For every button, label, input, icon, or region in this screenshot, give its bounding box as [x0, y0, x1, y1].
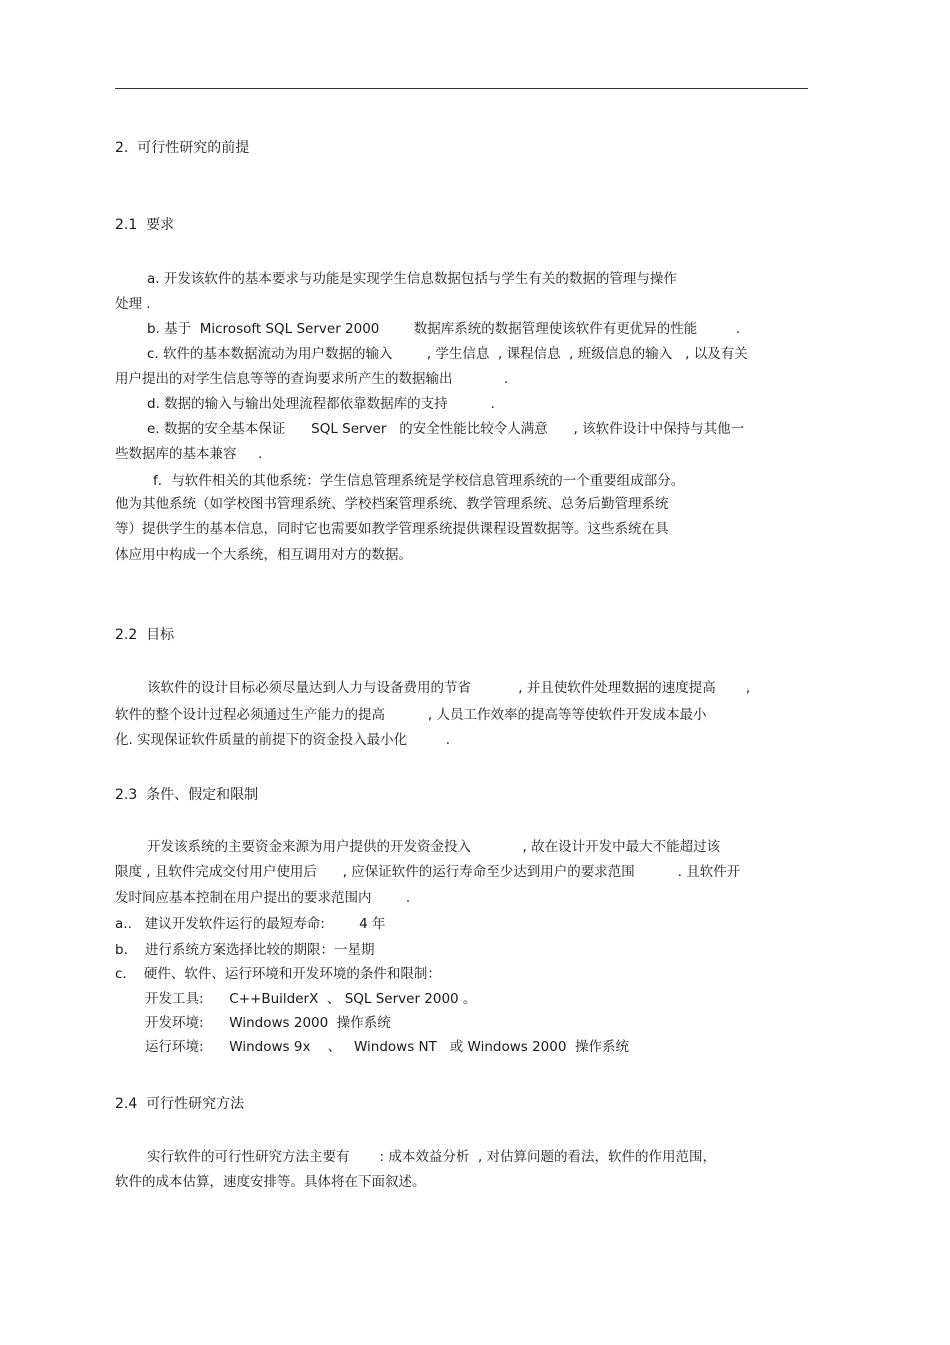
run-env-line: 运行环境: Windows 9x 、 Windows NT 或 Windows 2000 操作系统 [145, 1039, 630, 1055]
req-a-line1: a. 开发该软件的基本要求与功能是实现学生信息数据包括与学生有关的数据的管理与操作 [147, 271, 677, 287]
section-2-1-heading: 2.1 要求 [115, 217, 175, 233]
goal-line2: 软件的整个设计过程必须通过生产能力的提高 , 人员工作效率的提高等等使软件开发成本最小 [115, 707, 707, 723]
cond-line1: 开发该系统的主要资金来源为用户提供的开发资金投入 , 故在设计开发中最大不能超过该 [147, 839, 721, 855]
req-d-line1: d. 数据的输入与输出处理流程都依靠数据库的支持 . [147, 396, 495, 412]
goal-line3: 化. 实现保证软件质量的前提下的资金投入最小化 . [115, 732, 450, 748]
section-2-4-heading: 2.4 可行性研究方法 [115, 1096, 245, 1112]
method-line1: 实行软件的可行性研究方法主要有 : 成本效益分析 , 对估算问题的看法，软件的作用范围， [147, 1149, 717, 1165]
dev-env-line: 开发环境: Windows 2000 操作系统 [145, 1015, 391, 1031]
cond-item-b: b. 进行系统方案选择比较的期限：一星期 [115, 942, 375, 958]
req-e-line2: 些数据库的基本兼容 . [115, 446, 263, 462]
req-e-line1: e. 数据的安全基本保证 SQL Server 的安全性能比较令人满意 , 该软件设计中保持与其他一 [147, 421, 745, 437]
req-f-line1: f．与软件相关的其他系统：学生信息管理系统是学校信息管理系统的一个重要组成部分。 [153, 473, 685, 489]
section-2-3-heading: 2.3 条件、假定和限制 [115, 787, 259, 803]
section-2-heading: 2. 可行性研究的前提 [115, 140, 250, 156]
cond-item-c: c. 硬件、软件、运行环境和开发环境的条件和限制： [115, 966, 441, 982]
goal-line1: 该软件的设计目标必须尽量达到人力与设备费用的节省 , 并且使软件处理数据的速度提高 , [147, 680, 751, 696]
cond-line2: 限度 , 且软件完成交付用户使用后 , 应保证软件的运行寿命至少达到用户的要求范围 . 且软件开 [115, 864, 741, 880]
req-f-line4: 体应用中构成一个大系统，相互调用对方的数据。 [115, 547, 412, 563]
cond-item-a: a.. 建议开发软件运行的最短寿命: 4 年 [115, 916, 386, 932]
req-a-line2: 处理 . [115, 296, 151, 312]
req-b-line1: b. 基于 Microsoft SQL Server 2000 数据库系统的数据管理使该软件有更优异的性能 . [147, 321, 741, 337]
req-c-line1: c. 软件的基本数据流动为用户数据的输入 , 学生信息 , 课程信息 , 班级信息的输入 , 以及有关 [147, 346, 748, 362]
cond-line3: 发时间应基本控制在用户提出的要求范围内 . [115, 890, 411, 906]
req-f-line2: 他为其他系统（如学校图书管理系统、学校档案管理系统、教学管理系统、总务后勤管理系统 [115, 496, 669, 512]
req-f-line3: 等）提供学生的基本信息，同时它也需要如教学管理系统提供课程设置数据等。这些系统在具 [115, 521, 669, 537]
dev-tools-line: 开发工具: C++BuilderX 、 SQL Server 2000 。 [145, 991, 477, 1007]
section-2-2-heading: 2.2 目标 [115, 627, 175, 643]
method-line2: 软件的成本估算，速度安排等。具体将在下面叙述。 [115, 1174, 426, 1190]
req-c-line2: 用户提出的对学生信息等等的查询要求所产生的数据输出 . [115, 371, 509, 387]
header-rule [115, 88, 808, 89]
